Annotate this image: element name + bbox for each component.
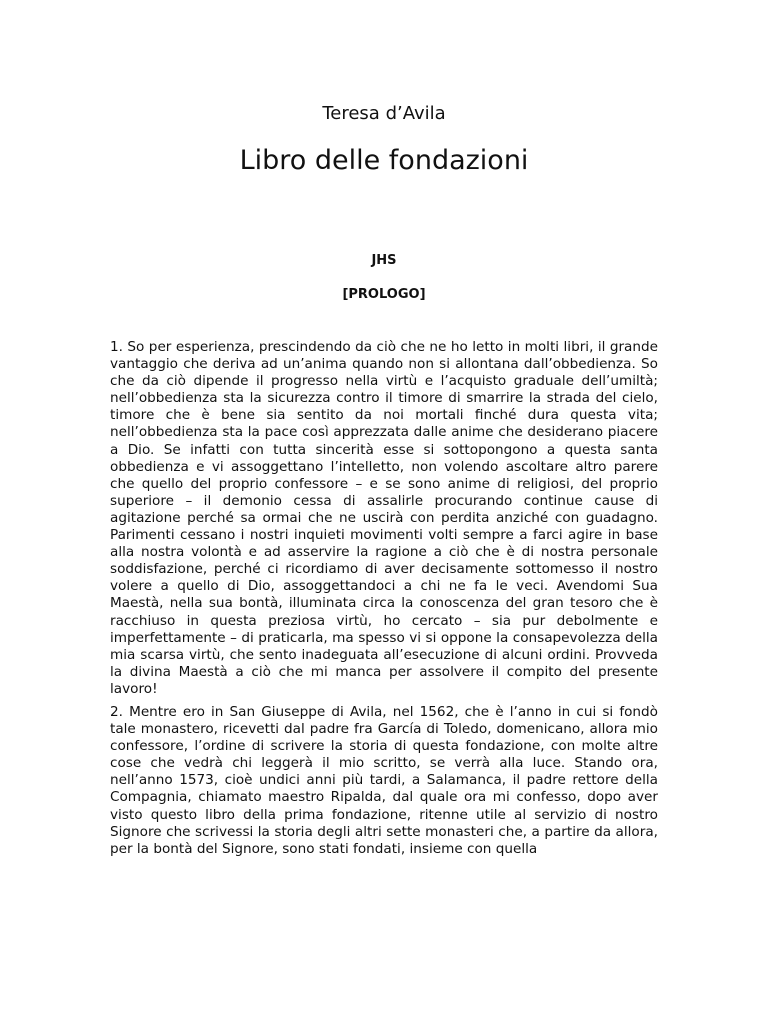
paragraph-2: 2. Mentre ero in San Giuseppe di Avila, nel 1562, che è l’anno in cui si fondò tale monastero, ricevetti dal padre fra García di Toledo, domenicano, allora mio confessore, l’ordine di scrivere la storia di questa fondazione, con molte altre cose che vedrà chi leggerà il mio scritto, se verrà alla luce. Stando ora, nell’anno 1573, cioè undici anni più tardi, a Salamanca, il padre rettore della Compagnia, chiamato maestro Ripalda, dal quale ora mi confesso, dopo aver visto questo libro della prima fondazione, ritenne utile al servizio di nostro Signore che scrivessi la storia degli altri sette monasteri che, a partire da allora, per la bontà del Signore, sono stati fondati, insieme con quella	[110, 703, 658, 857]
invocation-heading: JHS	[371, 253, 397, 268]
paragraph-1: 1. So per esperienza, prescindendo da ciò che ne ho letto in molti libri, il grande vantaggio che deriva ad un’anima quando non si allontana dall’obbedienza. So che da ciò dipende il progresso nella virtù e l’acquisto graduale dell’umiltà; nell’obbedienza sta la sicurezza contro il timore di smarrire la strada del cielo, timore che è bene sia sentito da noi mortali finché dura questa vita; nell’obbedienza sta la pace così apprezzata dalle anime che desiderano piacere a Dio. Se infatti con tutta sincerità esse si sottopongono a questa santa obbedienza e vi assoggettano l’intelletto, non volendo ascoltare altro parere che quello del proprio confessore – e se sono anime di religiosi, del proprio superiore – il demonio cessa di assalirle procurando continue cause di agitazione perché sa ormai che ne uscirà con perdita anziché con guadagno. Parimenti cessano i nostri inquieti movimenti volti sempre a farci agire in base alla nostra volontà e ad asservire la ragione a ciò che è di nostra personale soddisfazione, perché ci ricordiamo di aver decisamente sottomesso il nostro volere a quello di Dio, assoggettandoci a chi ne fa le veci. Avendomi Sua Maestà, nella sua bontà, illuminata circa la conoscenza del gran tesoro che è racchiuso in questa preziosa virtù, ho cercato – sia pur debolmente e imperfettamente – di praticarla, ma spesso vi si oppone la consapevolezza della mia scarsa virtù, che sento inadeguata all’esecuzione di alcuni ordini. Provveda la divina Maestà a ciò che mi manca per assolvere il compito del presente lavoro!	[110, 339, 658, 697]
body-text	[110, 339, 658, 864]
author-name: Teresa d’Avila	[322, 103, 446, 124]
document-title: Libro delle fondazioni	[239, 145, 529, 176]
section-heading: [PROLOGO]	[342, 287, 426, 302]
